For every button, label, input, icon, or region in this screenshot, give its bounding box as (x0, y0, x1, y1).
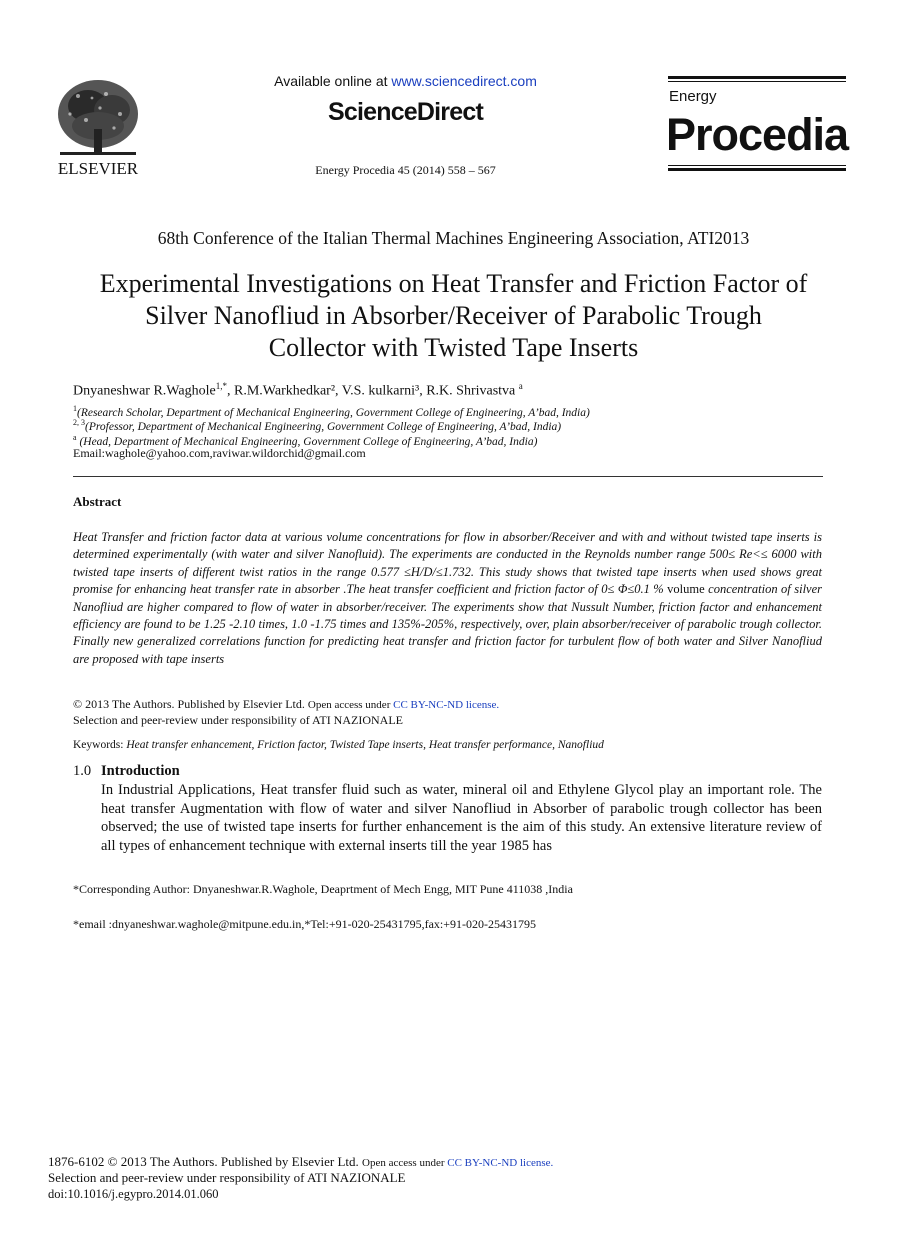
author-list (73, 381, 523, 400)
author-emails: Email:waghole@yahoo.com,raviwar.wildorchid@gmail.com (73, 446, 366, 460)
affiliation-superscript: 2, 3 (73, 418, 85, 427)
keywords-label: Keywords: (73, 739, 127, 751)
journal-logo-top-rule (668, 76, 846, 84)
author-superscript: 1,* (215, 381, 227, 391)
introduction-body: In Industrial Applications, Heat transfer fluid such as water, mineral oil and Ethylene Glycol play an important role. The heat transfer Augmentation with flow of water and silver Nanofliud in Absorber of parabolic trough collector has been observed; the use of twisted tape inserts for further enhancement is the aim of this study. An extensive literature review of all types of enhancement technique with external inserts till the year 1985 has (101, 782, 822, 854)
journal-logo-energy: Energy (669, 88, 717, 105)
author-names-rest: , R.M.Warkhedkar², V.S. kulkarni³, R.K. Shrivastva (226, 383, 519, 399)
corresponding-author: *Corresponding Author: Dnyaneshwar.R.Waghole, Deaprtment of Mech Engg, MIT Pune 411038 ,India (73, 882, 573, 896)
section-divider (73, 476, 823, 477)
title-line: Experimental Investigations on Heat Transfer and Friction Factor of (99, 269, 808, 298)
affiliation-superscript: a (73, 433, 77, 442)
journal-logo-procedia: Procedia (666, 109, 849, 160)
abstract-text: concentration of silver Nanofliud are higher compared to flow of water in absorber/receiver. The experiments show that Nussult Number, friction factor and enhancement efficiency are found to be 1.25 -2.10 times, 1.0 -1.75 times and 135%-205%, respectively, over, plain absorber/receiver of parabolic trough collector. Finally new generalized correlations function for predicting heat transfer and friction factor for turbulent flow of both water and Silver Nanofliud are proposed with tape inserts (73, 582, 822, 666)
sciencedirect-logo: ScienceDirect (328, 98, 483, 126)
author-superscript: a (518, 381, 523, 391)
footer-copyright-text: 1876-6102 © 2013 The Authors. Published by Elsevier Ltd. (48, 1154, 363, 1169)
footer-copyright (48, 1154, 553, 1170)
peer-review-notice: Selection and peer-review under responsibility of ATI NAZIONALE (73, 713, 403, 727)
available-online-prefix: Available online at (274, 73, 392, 89)
abstract-body (73, 529, 822, 668)
title-line: Collector with Twisted Tape Inserts (268, 333, 639, 362)
footer-license-link[interactable]: CC BY-NC-ND license. (447, 1157, 554, 1169)
section-number: 1.0 (73, 763, 92, 779)
author-name: Dnyaneshwar R.Waghole (73, 383, 216, 399)
copyright-notice (73, 697, 499, 712)
elsevier-wordmark: ELSEVIER (57, 159, 139, 178)
footer-open-access: Open access under (362, 1157, 448, 1169)
abstract-text: Heat Transfer and friction factor data at various volume concentrations for flow in absorber/Receiver and with and without twisted tape inserts is determined experimentally (with water and silver Nanofluid). The experiments are conducted in the Reynolds number range 500≤ Re<≤ 6000 with twisted tape inserts of different twist ratios in the range 0.577 ≤H/D/≤1.732. This study shows that twisted tape inserts when used shows great promise for enhancing heat transfer rate in absorber .The heat transfer coefficient and friction factor of 0≤ Φ≤0.1 % (73, 530, 822, 597)
abstract-text-upright: volume (667, 582, 705, 597)
conference-name: 68th Conference of the Italian Thermal Machines Engineering Association, ATI2013 (157, 228, 750, 248)
paper-title (50, 268, 857, 364)
affiliation-text: (Professor, Department of Mechanical Engineering, Government College of Engineering, A’bad, India) (85, 420, 562, 433)
footer-doi: doi:10.1016/j.egypro.2014.01.060 (48, 1187, 219, 1201)
journal-logo-bottom-rule (668, 165, 846, 173)
corresponding-contact: *email :dnyaneshwar.waghole@mitpune.edu.in,*Tel:+91-020-25431795,fax:+91-020-25431795 (73, 917, 536, 931)
title-line: Silver Nanofliud in Absorber/Receiver of Parabolic Trough (145, 301, 762, 330)
affiliation-text: (Research Scholar, Department of Mechanical Engineering, Government College of Engineering, A’bad, India) (77, 406, 590, 419)
open-access-text: Open access under (307, 699, 394, 711)
footer-peer-review: Selection and peer-review under responsibility of ATI NAZIONALE (48, 1170, 406, 1185)
abstract-heading: Abstract (73, 494, 122, 509)
journal-reference: Energy Procedia 45 (2014) 558 – 567 (315, 163, 496, 177)
keywords (73, 739, 604, 751)
sciencedirect-link[interactable]: www.sciencedirect.com (391, 73, 537, 89)
affiliation-text: (Head, Department of Mechanical Engineering, Government College of Engineering, A’bad, India) (76, 435, 538, 448)
section-heading: Introduction (101, 763, 180, 779)
affiliation-superscript: 1 (73, 404, 77, 413)
license-link[interactable]: CC BY-NC-ND license. (393, 699, 500, 711)
copyright-text: © 2013 The Authors. Published by Elsevier Ltd. (73, 697, 308, 711)
keywords-text: Heat transfer enhancement, Friction factor, Twisted Tape inserts, Heat transfer performance, Nanofliud (126, 739, 604, 751)
